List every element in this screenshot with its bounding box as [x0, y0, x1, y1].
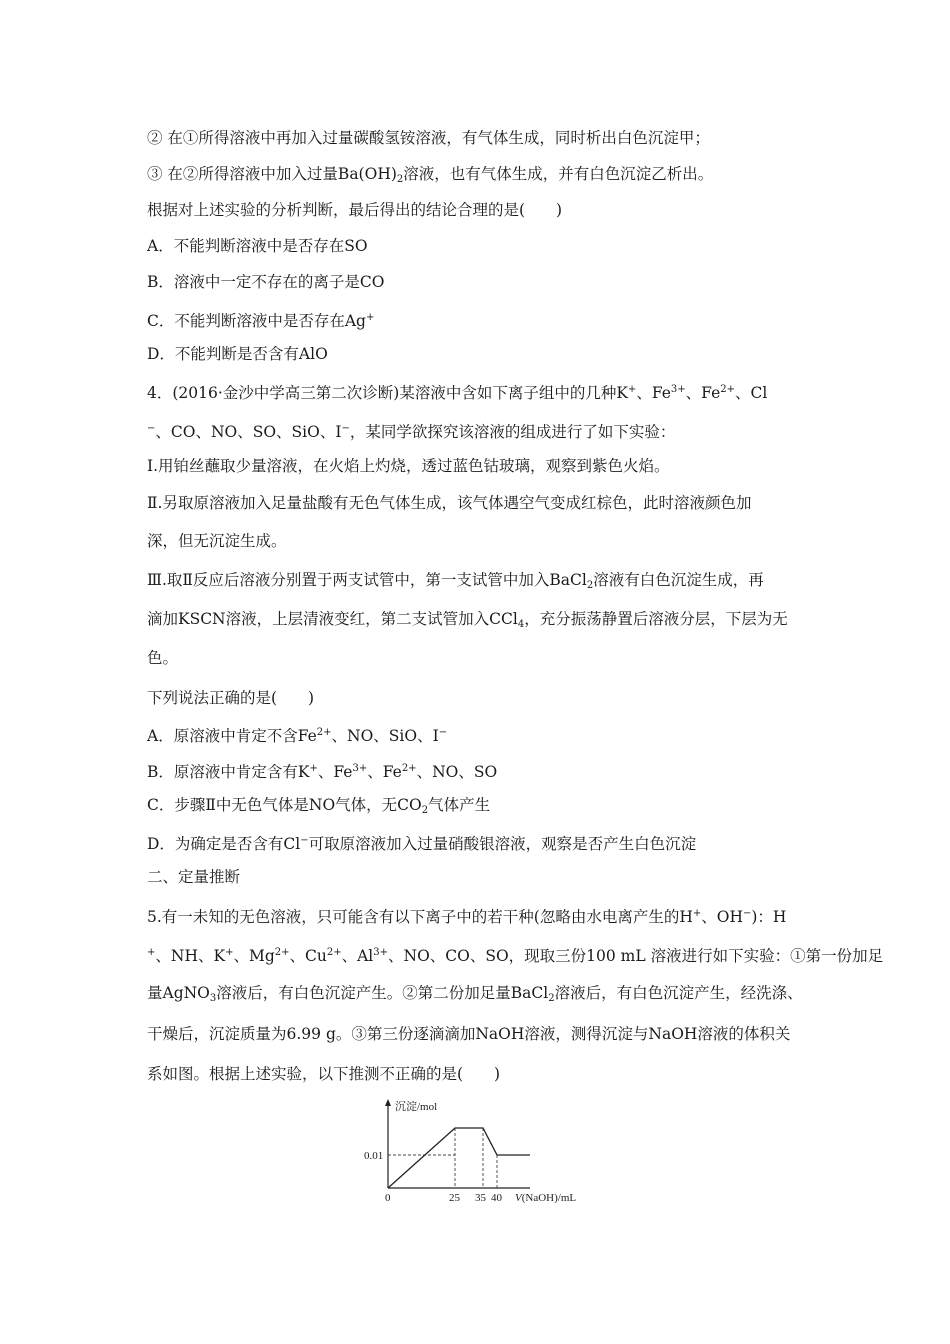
x-tick-label: 40: [491, 1192, 502, 1203]
text-line: 量AgNO$_3$溶液后，有白色沉淀产生。②第二份加足量BaCl$_2$溶液后，有白色沉淀产生，经洗涤、: [147, 984, 803, 1004]
x-tick-label: 0: [385, 1192, 391, 1203]
text-line: 干燥后，沉淀质量为6.99 g。③第三份逐滴滴加NaOH溶液，测得沉淀与NaOH溶液的体积关: [147, 1025, 791, 1043]
y-axis-label: 沉淀/mol: [395, 1101, 438, 1113]
text-line: ② 在①所得溶液中再加入过量碳酸氢铵溶液，有气体生成，同时析出白色沉淀甲；: [147, 129, 710, 147]
option-b: B．原溶液中肯定含有K+、$Fe^{3+}$、$Fe^{2+}$、NO、SO: [147, 763, 498, 781]
precipitate-volume-chart: [355, 1098, 595, 1203]
experiment-step-1: Ⅰ.用铂丝蘸取少量溶液，在火焰上灼烧，透过蓝色钴玻璃，观察到紫色火焰。: [147, 457, 670, 475]
question-prompt: 系如图。根据上述实验，以下推测不正确的是( ): [147, 1065, 501, 1083]
text-line: 深，但无沉淀生成。: [147, 532, 287, 550]
y-tick-label: 0.01: [364, 1150, 384, 1162]
series-line: [388, 1128, 530, 1188]
option-d: D．不能判断是否含有AlO: [147, 345, 328, 363]
option-b: B．溶液中一定不存在的离子是CO: [147, 273, 385, 291]
experiment-step-3: Ⅲ.取Ⅱ反应后溶液分别置于两支试管中，第一支试管中加入BaCl$_2$溶液有白色沉淀生成，再: [147, 571, 764, 591]
x-tick-label: 25: [449, 1192, 460, 1203]
question-4-title: 4．(2016·金沙中学高三第二次诊断)某溶液中含如下离子组中的几种K+、$Fe^{3+}$、$Fe^{2+}$、Cl: [147, 384, 768, 402]
y-axis-arrow-icon: [385, 1099, 391, 1106]
x-axis-label: V(NaOH)/mL: [515, 1192, 577, 1203]
text-line: 色。: [147, 649, 179, 667]
text-line: +、NH、K+、$Mg^{2+}$、$Cu^{2+}$、$Al^{3+}$、NO、CO、SO，现取三份100 mL 溶液进行如下实验：①第一份加足: [147, 947, 884, 965]
option-c: C．不能判断溶液中是否存在Ag+: [147, 312, 375, 330]
question-prompt: 根据对上述实验的分析判断，最后得出的结论合理的是( ): [147, 201, 563, 219]
option-a: A．不能判断溶液中是否存在SO: [147, 237, 368, 255]
text-line: 滴加KSCN溶液，上层清液变红，第二支试管加入CCl$_4$，充分振荡静置后溶液分层，下层为无: [147, 610, 788, 630]
section-heading: 二、定量推断: [147, 868, 241, 886]
question-5-title: 5.有一未知的无色溶液，只可能含有以下离子中的若干种(忽略由水电离产生的H+、OH−)：H: [147, 908, 787, 926]
question-prompt: 下列说法正确的是( ): [147, 689, 315, 707]
experiment-step-2: Ⅱ.另取原溶液加入足量盐酸有无色气体生成，该气体遇空气变成红棕色，此时溶液颜色加: [147, 494, 752, 512]
text-line: −、CO、NO、SO、SiO、I−，某同学欲探究该溶液的组成进行了如下实验：: [147, 423, 676, 441]
option-a: A．原溶液中肯定不含$Fe^{2+}$、NO、SiO、I−: [147, 727, 448, 745]
option-c: C．步骤Ⅱ中无色气体是NO气体，无$CO_2$气体产生: [147, 796, 491, 816]
text-line: ③ 在②所得溶液中加入过量$Ba(OH)_2$溶液，也有气体生成，并有白色沉淀乙析出。: [147, 165, 714, 185]
option-d: D．为确定是否含有Cl−可取原溶液加入过量硝酸银溶液，观察是否产生白色沉淀: [147, 835, 697, 853]
x-tick-label: 35: [475, 1192, 486, 1203]
